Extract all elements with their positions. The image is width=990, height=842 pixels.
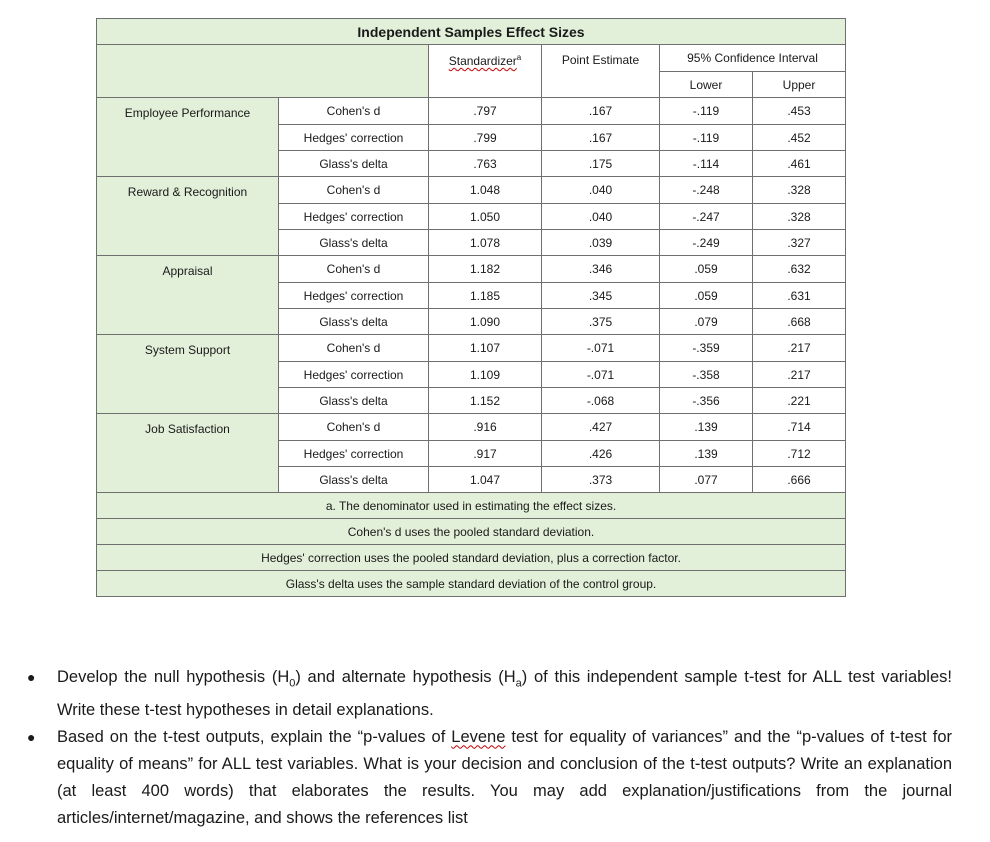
table-row	[97, 98, 846, 125]
ci-upper-value: .632	[753, 256, 846, 283]
ci-lower-value: -.249	[660, 230, 753, 256]
header-point-estimate: Point Estimate	[542, 45, 660, 98]
header-upper: Upper	[753, 72, 846, 98]
questions-list	[22, 664, 952, 832]
ci-upper-value: .631	[753, 283, 846, 309]
method-label: Glass's delta	[279, 230, 429, 256]
standardizer-value: 1.109	[429, 362, 542, 388]
footnote: a. The denominator used in estimating the effect sizes.	[97, 493, 846, 519]
table-row	[97, 335, 846, 362]
point-estimate-value: .040	[542, 204, 660, 230]
table-row	[97, 256, 846, 283]
method-label: Hedges' correction	[279, 283, 429, 309]
variable-name: Appraisal	[97, 256, 279, 335]
ci-upper-value: .327	[753, 230, 846, 256]
point-estimate-value: .175	[542, 151, 660, 177]
point-estimate-value: .040	[542, 177, 660, 204]
point-estimate-value: .167	[542, 125, 660, 151]
standardizer-value: 1.078	[429, 230, 542, 256]
ci-lower-value: .059	[660, 256, 753, 283]
footnote: Glass's delta uses the sample standard deviation of the control group.	[97, 571, 846, 597]
point-estimate-value: .375	[542, 309, 660, 335]
point-estimate-value: -.071	[542, 362, 660, 388]
variable-name: Employee Performance	[97, 98, 279, 177]
point-estimate-value: .039	[542, 230, 660, 256]
ci-upper-value: .714	[753, 414, 846, 441]
question-2: ● Based on the t-test outputs, explain the “p-values of Levene test for equality of variances” and the “p-values of t-test for equality of means” for ALL test variables. What is your decision and conclusion of the t-test outputs? Write an explanation (at least 400 words) that elaborates the results. You may add explanation/justifications from the journal articles/internet/magazine, and shows the references list	[22, 724, 952, 832]
standardizer-value: .917	[429, 441, 542, 467]
ci-upper-value: .217	[753, 335, 846, 362]
standardizer-value: .797	[429, 98, 542, 125]
bullet-icon: ●	[27, 669, 36, 685]
method-label: Glass's delta	[279, 467, 429, 493]
header-standardizer: Standardizer$^a$	[429, 45, 542, 98]
variable-name: System Support	[97, 335, 279, 414]
standardizer-value: 1.152	[429, 388, 542, 414]
ci-lower-value: -.358	[660, 362, 753, 388]
standardizer-value: 1.185	[429, 283, 542, 309]
ci-lower-value: .139	[660, 414, 753, 441]
effect-sizes-table	[96, 18, 846, 597]
header-blank	[97, 45, 429, 98]
method-label: Cohen's d	[279, 177, 429, 204]
ci-lower-value: -.119	[660, 125, 753, 151]
ci-lower-value: -.359	[660, 335, 753, 362]
method-label: Cohen's d	[279, 256, 429, 283]
table-title: Independent Samples Effect Sizes	[97, 19, 846, 45]
standardizer-value: 1.048	[429, 177, 542, 204]
method-label: Glass's delta	[279, 388, 429, 414]
ci-lower-value: -.356	[660, 388, 753, 414]
point-estimate-value: .167	[542, 98, 660, 125]
method-label: Glass's delta	[279, 151, 429, 177]
header-confidence-interval: 95% Confidence Interval	[660, 45, 846, 72]
method-label: Cohen's d	[279, 335, 429, 362]
ci-upper-value: .221	[753, 388, 846, 414]
variable-name: Reward & Recognition	[97, 177, 279, 256]
ci-upper-value: .453	[753, 98, 846, 125]
footnote: Cohen's d uses the pooled standard deviation.	[97, 519, 846, 545]
ci-upper-value: .217	[753, 362, 846, 388]
method-label: Cohen's d	[279, 414, 429, 441]
ci-upper-value: .712	[753, 441, 846, 467]
point-estimate-value: -.068	[542, 388, 660, 414]
footnote: Hedges' correction uses the pooled standard deviation, plus a correction factor.	[97, 545, 846, 571]
table-row	[97, 414, 846, 441]
ci-lower-value: .139	[660, 441, 753, 467]
point-estimate-value: .426	[542, 441, 660, 467]
ci-upper-value: .452	[753, 125, 846, 151]
standardizer-value: 1.090	[429, 309, 542, 335]
point-estimate-value: .346	[542, 256, 660, 283]
ci-lower-value: .079	[660, 309, 753, 335]
standardizer-value: .763	[429, 151, 542, 177]
standardizer-value: .916	[429, 414, 542, 441]
ci-lower-value: .059	[660, 283, 753, 309]
standardizer-value: 1.182	[429, 256, 542, 283]
ci-lower-value: -.247	[660, 204, 753, 230]
method-label: Hedges' correction	[279, 362, 429, 388]
standardizer-value: 1.050	[429, 204, 542, 230]
point-estimate-value: .427	[542, 414, 660, 441]
ci-upper-value: .328	[753, 204, 846, 230]
question-1: ● Develop the null hypothesis $(H_0)$ and alternate hypothesis $(H_a)$ of this independent sample t-test for ALL test variables! Write these t-test hypotheses in detail explanations.	[22, 664, 952, 724]
point-estimate-value: -.071	[542, 335, 660, 362]
ci-lower-value: -.114	[660, 151, 753, 177]
ci-upper-value: .666	[753, 467, 846, 493]
method-label: Cohen's d	[279, 98, 429, 125]
standardizer-value: .799	[429, 125, 542, 151]
ci-lower-value: -.119	[660, 98, 753, 125]
method-label: Glass's delta	[279, 309, 429, 335]
standardizer-value: 1.047	[429, 467, 542, 493]
variable-name: Job Satisfaction	[97, 414, 279, 493]
method-label: Hedges' correction	[279, 441, 429, 467]
header-lower: Lower	[660, 72, 753, 98]
method-label: Hedges' correction	[279, 125, 429, 151]
ci-lower-value: .077	[660, 467, 753, 493]
table-row	[97, 177, 846, 204]
bullet-icon: ●	[27, 729, 36, 746]
standardizer-value: 1.107	[429, 335, 542, 362]
ci-upper-value: .328	[753, 177, 846, 204]
point-estimate-value: .373	[542, 467, 660, 493]
ci-lower-value: -.248	[660, 177, 753, 204]
ci-upper-value: .668	[753, 309, 846, 335]
method-label: Hedges' correction	[279, 204, 429, 230]
ci-upper-value: .461	[753, 151, 846, 177]
point-estimate-value: .345	[542, 283, 660, 309]
